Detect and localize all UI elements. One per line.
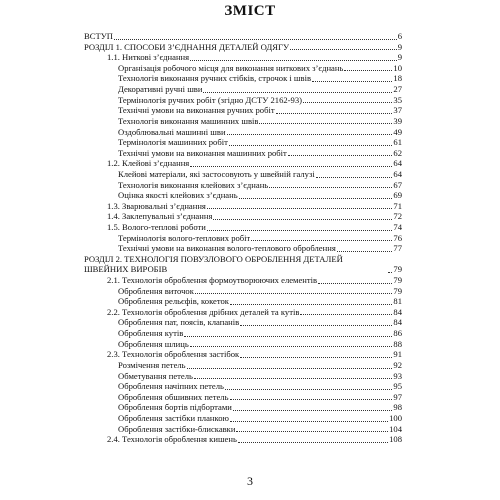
toc-dot-leader [227,134,393,135]
toc-entry-title: 1.1. Ниткові з’єднання [84,52,189,63]
toc-entry [84,371,402,382]
toc-entry-title: 2.4. Технологія оброблення кишень [84,434,237,445]
toc-entry [84,317,402,328]
toc-entry-title: Розмічення петель [84,360,186,371]
toc-entry-title: 1.2. Клейові з’єднання [84,158,189,169]
toc-entry-title: 1.5. Волого-теплові роботи [84,222,206,233]
toc-entry [84,402,402,413]
toc-entry-title: Оброблення застібки-блискавки [84,424,235,435]
toc-entry-title: Технічні умови на виконання машинних робіт [84,148,287,159]
toc-entry-title: Оброблення рельєфів, кокеток [84,296,229,307]
toc-dot-leader [203,92,392,93]
toc-entry-page: 27 [393,84,402,95]
toc-dot-leader [316,177,393,178]
toc-entry-page: 62 [393,147,402,158]
toc-entry-title: Технічні умови на виконання волого-теплового оброблення [84,243,336,254]
toc-dot-leader [233,410,393,411]
toc-entry-page: 71 [393,200,402,211]
toc-dot-leader [230,399,393,400]
toc-entry [84,31,402,42]
toc-entry-page: 39 [393,115,402,126]
toc-entry-page: 37 [393,105,402,116]
toc-dot-leader [207,230,393,231]
toc-entry-page: 95 [393,381,402,392]
toc-entry-title: Обметування петель [84,371,193,382]
toc-entry [84,105,402,116]
toc-entry-title: РОЗДІЛ 2. ТЕХНОЛОГІЯ ПОВУЗЛОВОГО ОБРОБЛЕННЯ ДЕТАЛЕЙ ШВЕЙНИХ ВИРОБІВ [84,254,387,275]
toc-entry [84,148,402,159]
toc-entry-title: Термінологія волого-теплових робіт [84,233,250,244]
toc-entry-page: 77 [393,243,402,254]
toc-dot-leader [288,155,393,156]
toc-dot-leader [213,219,392,220]
toc-entry [84,95,402,106]
toc-entry-title: Оброблення шлиць [84,339,189,350]
toc-entry-page: 100 [389,412,402,423]
toc-entry-title: Термінологія ручних робіт (згідно ДСТУ 2162-93) [84,95,302,106]
toc-entry-title: Оброблення обшивних петель [84,392,229,403]
toc-entry-page: 79 [393,285,402,296]
toc-entry-page: 49 [393,126,402,137]
page-number: 3 [247,474,253,488]
toc-entry-page: 61 [393,137,402,148]
toc-entry-title: 1.4. Заклепувальні з’єднання [84,211,212,222]
toc-entry [84,424,402,435]
toc-entry-title: РОЗДІЛ 1. СПОСОБИ З’ЄДНАННЯ ДЕТАЛЕЙ ОДЯГУ [84,41,290,52]
toc-dot-leader [236,431,388,432]
toc-entry-page: 108 [389,434,402,445]
toc-dot-leader [184,336,392,337]
toc-entry [84,434,402,445]
toc-entry [84,360,402,371]
toc-entry-title: Технічні умови на виконання ручних робіт [84,105,275,116]
toc-entry [84,222,402,233]
toc-dot-leader [269,187,392,188]
toc-entry [84,190,402,201]
toc-dot-leader [190,60,397,61]
toc-dot-leader [259,123,392,124]
toc-entry-page: 92 [393,359,402,370]
toc-entry-page: 9 [397,41,402,52]
toc-dot-leader [303,102,392,103]
table-of-contents [84,31,402,445]
toc-entry [84,254,402,275]
toc-dot-leader [194,378,392,379]
toc-dot-leader [187,368,393,369]
toc-entry-page: 10 [393,62,402,73]
toc-entry [84,116,402,127]
toc-entry [84,275,402,286]
toc-entry-title: Декоративні ручні шви [84,84,202,95]
toc-dot-leader [276,113,393,114]
toc-dot-leader [300,314,392,315]
toc-entry [84,381,402,392]
toc-dot-leader [225,389,392,390]
toc-entry-page: 67 [393,179,402,190]
toc-entry [84,307,402,318]
toc-dot-leader [190,346,393,347]
toc-entry-page: 64 [393,158,402,169]
toc-dot-leader [195,293,393,294]
toc-entry [84,413,402,424]
toc-entry-title: Оброблення начіпних петель [84,381,224,392]
toc-dot-leader [207,208,393,209]
toc-entry-page: 74 [393,221,402,232]
toc-dot-leader [290,49,397,50]
toc-entry-title: Оброблення кутів [84,328,183,339]
toc-entry-title: Оброблення застібки планкою [84,413,229,424]
toc-entry [84,296,402,307]
toc-entry [84,392,402,403]
toc-entry-page: 81 [393,296,402,307]
toc-entry [84,233,402,244]
toc-entry-page: 97 [393,391,402,402]
toc-entry-title: 2.2. Технологія оброблення дрібних деталей та кутів [84,307,299,318]
toc-entry-title: ВСТУП [84,31,114,42]
toc-dot-leader [229,145,393,146]
toc-entry-title: Організація робочого місця для виконання ниткових з’єднань [84,63,343,74]
toc-entry-page: 35 [393,94,402,105]
toc-entry-title: Оброблення виточок [84,286,194,297]
toc-entry [84,137,402,148]
toc-dot-leader [240,325,392,326]
toc-entry-title: Оброблення бортів підбортами [84,402,232,413]
toc-entry [84,63,402,74]
toc-entry-title: Оздоблювальні машинні шви [84,127,226,138]
toc-dot-leader [190,166,392,167]
toc-entry-page: 79 [393,275,402,286]
toc-entry-title: Технологія виконання клейових з’єднань [84,180,268,191]
toc-entry-title: 2.3. Технологія оброблення застібок [84,349,239,360]
toc-entry-page: 18 [393,73,402,84]
toc-entry [84,243,402,254]
toc-dot-leader [388,272,392,273]
toc-entry [84,42,402,53]
toc-entry-page: 9 [397,52,402,63]
page-title: ЗМІСТ [224,3,276,19]
toc-entry-title: 2.1. Технологія оброблення формоутворюючих елементів [84,275,317,286]
toc-dot-leader [318,283,392,284]
toc-entry-page: 91 [393,349,402,360]
toc-entry [84,286,402,297]
toc-entry [84,158,402,169]
toc-entry-page: 84 [393,317,402,328]
toc-dot-leader [114,39,397,40]
toc-entry-title: Оцінка якості клейових з’єднань [84,190,238,201]
toc-entry [84,84,402,95]
toc-entry-page: 104 [389,423,402,434]
toc-entry-page: 72 [393,211,402,222]
toc-entry-page: 93 [393,370,402,381]
toc-entry-title: Клейові матеріали, які застосовують у швейній галузі [84,169,315,180]
toc-entry [84,328,402,339]
toc-entry-title: Оброблення пат, поясів, клапанів [84,317,239,328]
toc-dot-leader [238,442,388,443]
toc-entry-page: 69 [393,190,402,201]
toc-entry [84,169,402,180]
toc-dot-leader [240,357,392,358]
toc-entry [84,126,402,137]
toc-dot-leader [230,304,392,305]
toc-entry-title: Термінологія машинних робіт [84,137,228,148]
toc-entry-page: 84 [393,306,402,317]
toc-dot-leader [230,421,388,422]
toc-entry [84,349,402,360]
toc-dot-leader [239,198,393,199]
toc-entry-title: Технологія виконання машинних швів [84,116,258,127]
toc-entry [84,52,402,63]
toc-entry [84,339,402,350]
toc-entry-page: 64 [393,168,402,179]
toc-entry-page: 76 [393,232,402,243]
toc-entry-page: 79 [393,264,402,275]
toc-dot-leader [337,251,393,252]
toc-dot-leader [344,70,392,71]
toc-entry [84,211,402,222]
toc-entry-page: 6 [397,31,402,42]
toc-entry-title: Технологія виконання ручних стібків, строчок і швів [84,73,311,84]
toc-dot-leader [251,240,392,241]
toc-entry-title: 1.3. Зварювальні з’єднання [84,201,206,212]
toc-entry-page: 98 [393,402,402,413]
toc-entry [84,201,402,212]
toc-entry [84,73,402,84]
toc-dot-leader [312,81,392,82]
toc-entry-page: 88 [393,338,402,349]
toc-entry-page: 86 [393,328,402,339]
toc-entry [84,180,402,191]
